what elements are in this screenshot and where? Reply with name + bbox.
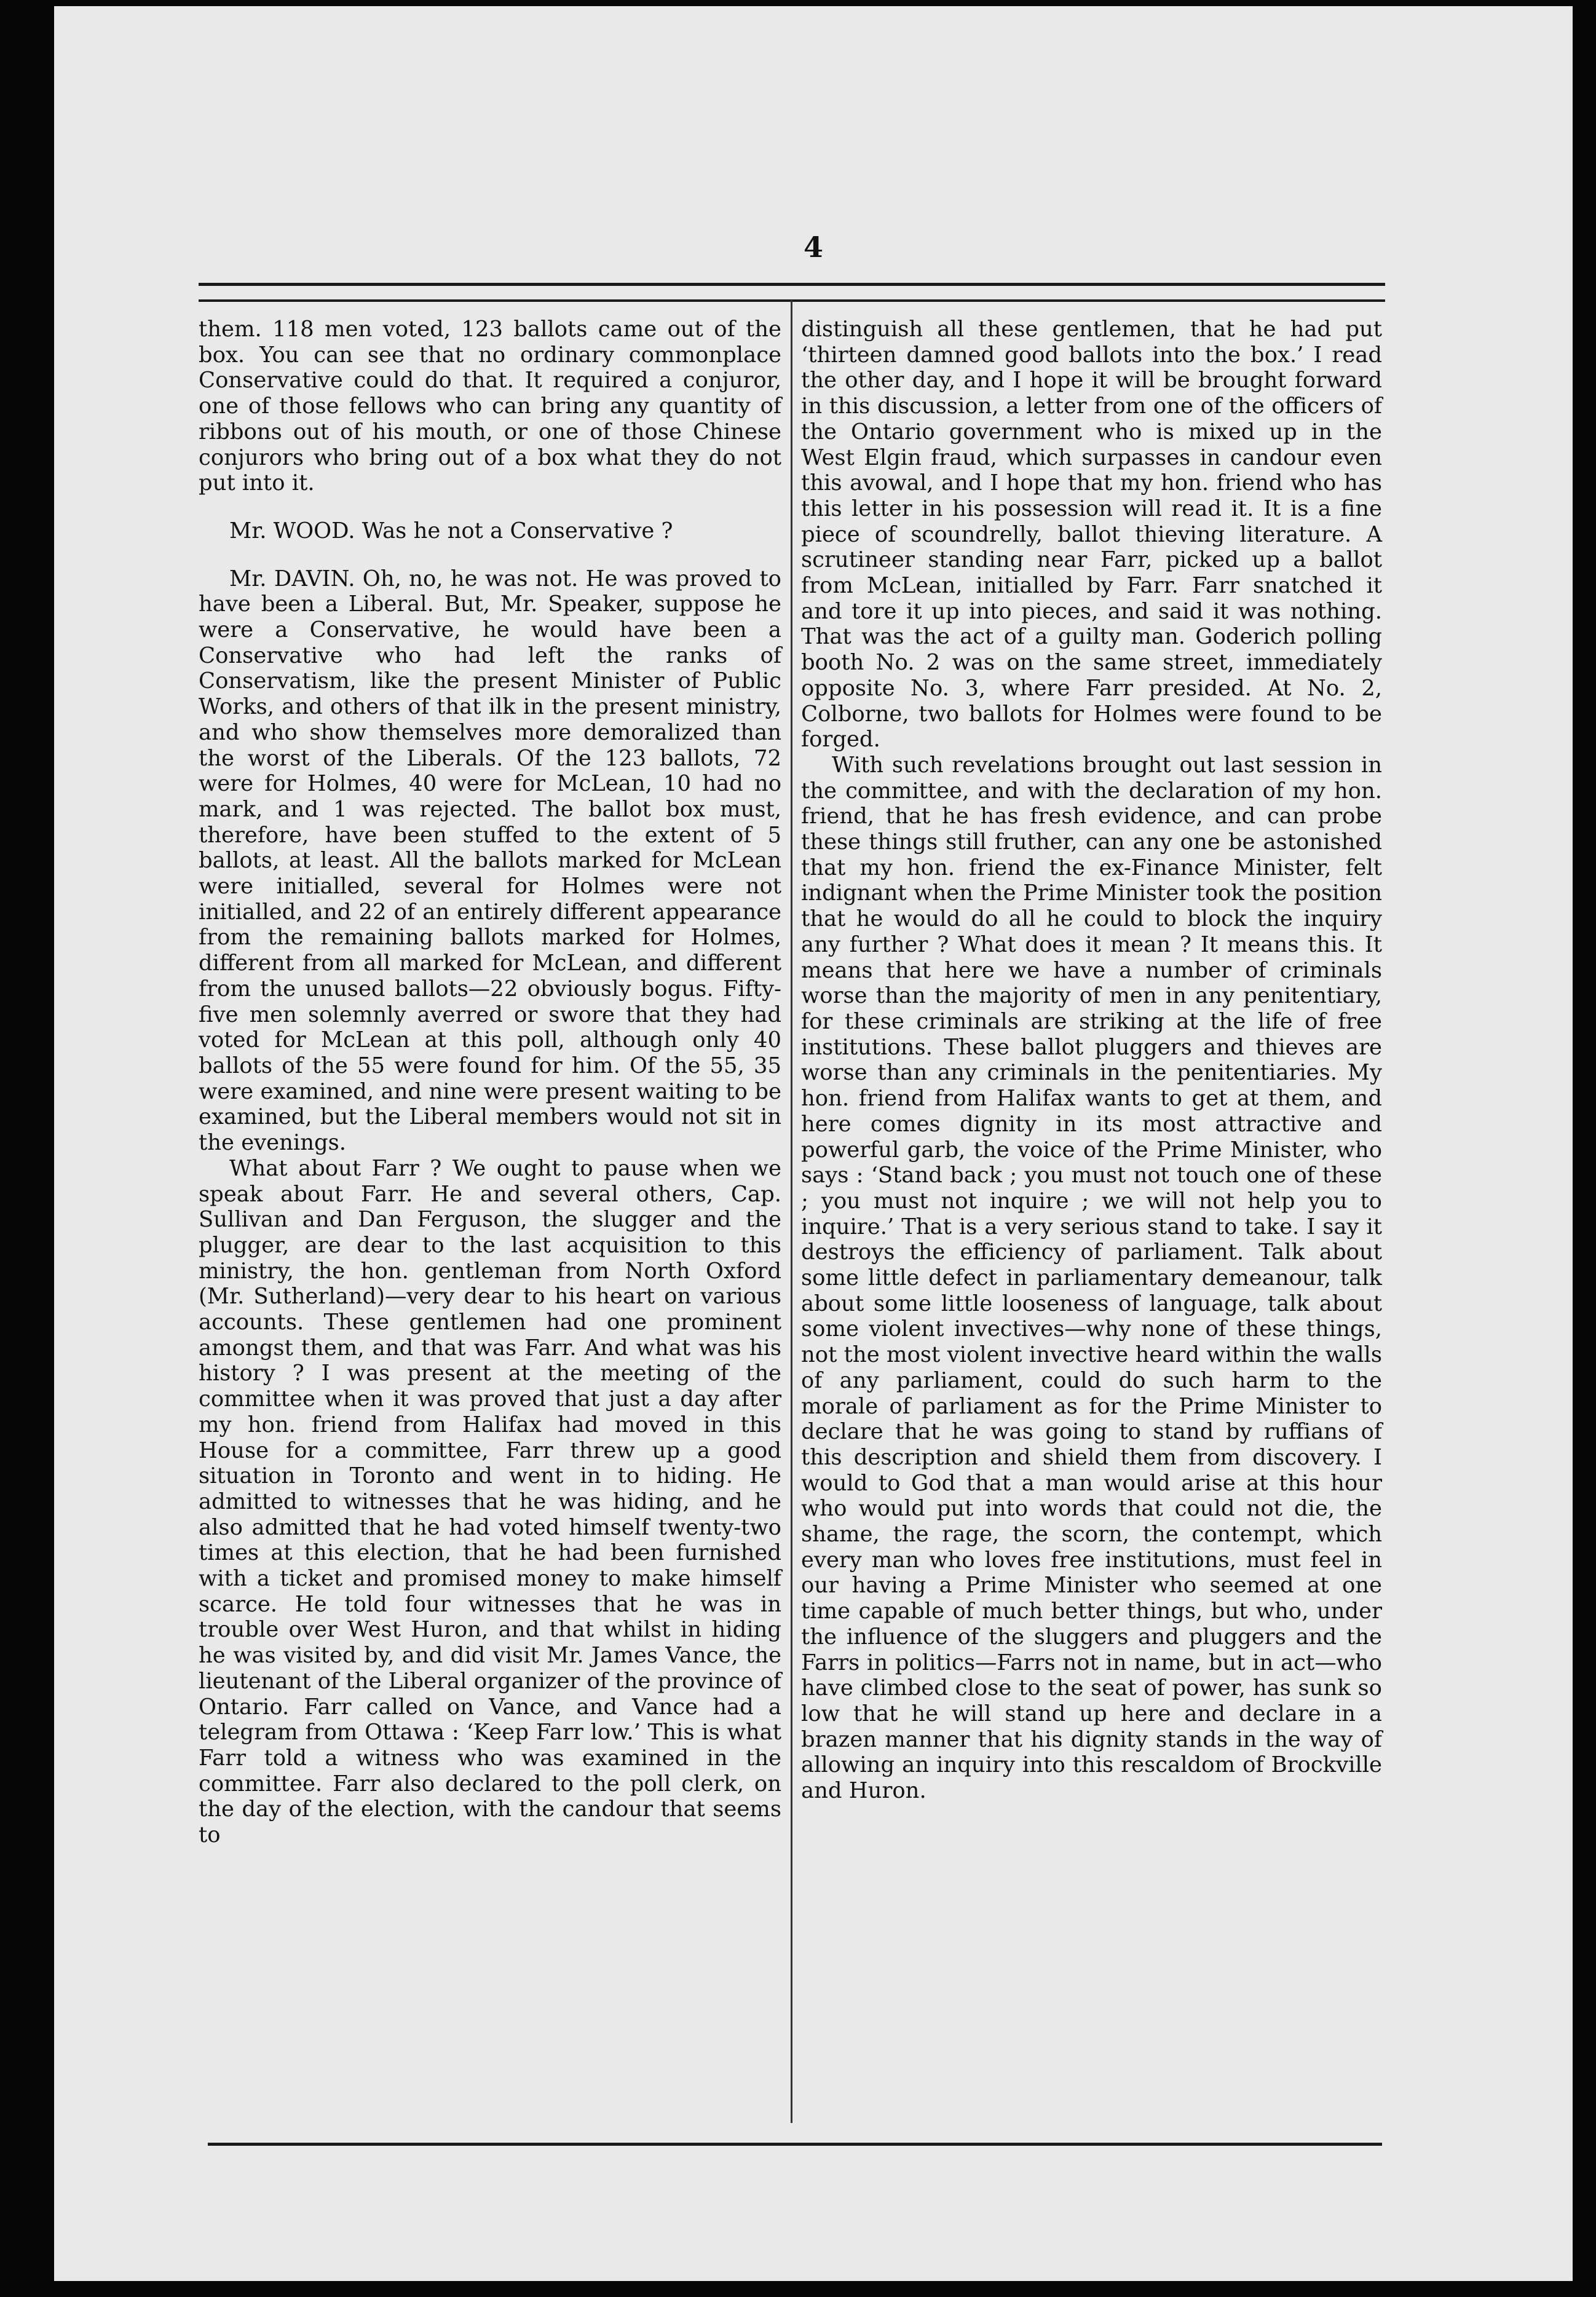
page-number: 4	[803, 231, 823, 264]
header-rule	[199, 283, 1385, 302]
left-column	[199, 317, 781, 1848]
paragraph: With such revelations brought out last session in the committee, and with the declaration of my hon. friend, that he has fresh evidence, and can probe these things still fruther, can any one be astonished that my hon. friend the ex-Finance Minister, felt indignant when the Prime Minister took the position that he would do all he could to block the inquiry any further ? What does it mean ? It means this. It means that here we have a number of criminals worse than the majority of men in any penitentiary, for these criminals are striking at the life of free institutions. These ballot pluggers and thieves are worse than any criminals in the penitentiaries. My hon. friend from Halifax wants to get at them, and here comes dignity in its most attractive and powerful garb, the voice of the Prime Minister, who says : ‘Stand back ; you must not touch one of these ; you must not inquire ; we will not help you to inquire.’ That is a very serious stand to take. I say it destroys the efficiency of parliament. Talk about some little defect in parliamentary demeanour, talk about some little looseness of language, talk about some violent invectives—why none of these things, not the most violent invective heard within the walls of any parliament, could do such harm to the morale of parliament as for the Prime Minister to declare that he was going to stand by ruffians of this description and shield them from discovery. I would to God that a man would arise at this hour who would put into words that could not die, the shame, the rage, the scorn, the contempt, which every man who loves free institutions, must feel in our having a Prime Minister who seemed at one time capable of much better things, but who, under the influence of the sluggers and pluggers and the Farrs in politics—Farrs not in name, but in act—who have climbed close to the seat of power, has sunk so low that he will stand up here and declare in a brazen manner that his dignity stands in the way of allowing an inquiry into this rescaldom of Brockville and Huron.	[801, 752, 1382, 1804]
paragraph: distinguish all these gentlemen, that he had put ‘thirteen damned good ballots into the box.’ I read the other day, and I hope it will be brought forward in this discussion, a letter from one of the officers of the Ontario government who is mixed up in the West Elgin fraud, which surpasses in candour even this avowal, and I hope that my hon. friend who has this letter in his possession will read it. It is a fine piece of scoundrelly, ballot thieving literature. A scrutineer standing near Farr, picked up a ballot from McLean, initialled by Farr. Farr snatched it and tore it up into pieces, and said it was nothing. That was the act of a guilty man. Goderich polling booth No. 2 was on the same street, immediately opposite No. 3, where Farr presided. At No. 2, Colborne, two ballots for Holmes were found to be forged.	[801, 317, 1382, 753]
footer-rule	[208, 2143, 1382, 2146]
right-column	[801, 317, 1382, 1804]
column-divider	[791, 300, 792, 2123]
paragraph: What about Farr ? We ought to pause when we speak about Farr. He and several others, Cap. Sullivan and Dan Ferguson, the slugger and the plugger, are dear to the last acquisition to this ministry, the hon. gentleman from North Oxford (Mr. Sutherland)—very dear to his heart on various accounts. These gentlemen had one prominent amongst them, and that was Farr. And what was his history ? I was present at the meeting of the committee when it was proved that just a day after my hon. friend from Halifax had moved in this House for a committee, Farr threw up a good situation in Toronto and went in to hiding. He admitted to witnesses that he was hiding, and he also admitted that he had voted himself twenty-two times at this election, that he had been furnished with a ticket and promised money to make himself scarce. He told four witnesses that he was in trouble over West Huron, and that whilst in hiding he was visited by, and did visit Mr. James Vance, the lieutenant of the Liberal organizer of the province of Ontario. Farr called on Vance, and Vance had a telegram from Ottawa : ‘Keep Farr low.’ This is what Farr told a witness who was examined in the committee. Farr also declared to the poll clerk, on the day of the election, with the candour that seems to	[199, 1155, 781, 1848]
paragraph: Mr. DAVIN. Oh, no, he was not. He was proved to have been a Liberal. But, Mr. Speaker, suppose he were a Conservative, he would have been a Conservative who had left the ranks of Conservatism, like the present Minister of Public Works, and others of that ilk in the present ministry, and who show themselves more demoralized than the worst of the Liberals. Of the 123 ballots, 72 were for Holmes, 40 were for McLean, 10 had no mark, and 1 was rejected. The ballot box must, therefore, have been stuffed to the extent of 5 ballots, at least. All the ballots marked for McLean were initialled, several for Holmes were not initialled, and 22 of an entirely different appearance from the remaining ballots marked for Holmes, different from all marked for McLean, and different from the unused ballots—22 obviously bogus. Fifty-five men solemnly averred or swore that they had voted for McLean at this poll, although only 40 ballots of the 55 were found for him. Of the 55, 35 were examined, and nine were present waiting to be examined, but the Liberal members would not sit in the evenings.	[199, 566, 781, 1156]
paragraph: them. 118 men voted, 123 ballots came out of the box. You can see that no ordinary commonplace Conservative could do that. It required a conjuror, one of those fellows who can bring any quantity of ribbons out of his mouth, or one of those Chinese conjurors who bring out of a box what they do not put into it.	[199, 317, 781, 496]
paragraph: Mr. WOOD. Was he not a Conservative ?	[229, 518, 673, 544]
document-page	[54, 6, 1573, 2281]
